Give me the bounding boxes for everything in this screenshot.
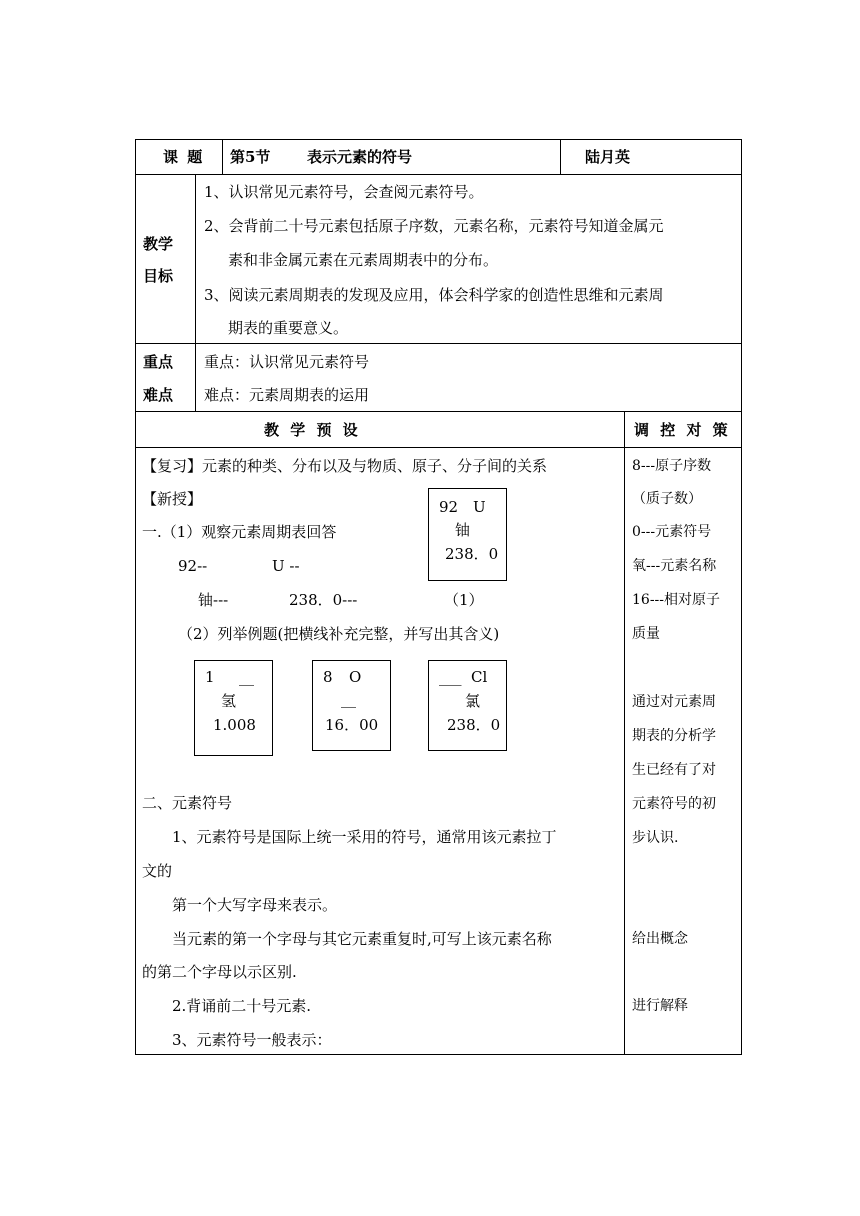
plan-column-header: 教 学 预 设 bbox=[264, 421, 361, 439]
paragraph-line: 2.背诵前二十号元素. bbox=[172, 997, 312, 1015]
teacher-name: 陆月英 bbox=[585, 148, 631, 166]
keypoints-label: 难点 bbox=[143, 386, 174, 404]
paragraph-line: 当元素的第一个字母与其它元素重复时,可写上该元素名称 bbox=[172, 930, 552, 948]
table-rule bbox=[135, 411, 742, 412]
strategy-line: 元素符号的初 bbox=[632, 796, 716, 812]
strategy-column-header: 调 控 对 策 bbox=[634, 421, 731, 439]
topic-label: 课 题 bbox=[163, 148, 205, 166]
strategy-line: 给出概念 bbox=[632, 931, 688, 947]
card-symbol: U bbox=[473, 498, 486, 516]
review-line: 【复习】元素的种类、分布以及与物质、原子、分子间的关系 bbox=[142, 457, 548, 475]
card-blank: ___ bbox=[439, 668, 462, 686]
keypoints-label: 重点 bbox=[143, 353, 174, 371]
strategy-line: 期表的分析学 bbox=[632, 728, 716, 744]
table-border-top bbox=[135, 139, 742, 140]
card-atomic-mass: 238．0 bbox=[445, 545, 499, 563]
table-rule bbox=[560, 139, 561, 175]
strategy-line: 质量 bbox=[632, 626, 660, 642]
element-card-oxygen bbox=[312, 660, 391, 751]
card-atomic-mass: 238．0 bbox=[447, 716, 501, 734]
key-point: 重点：认识常见元素符号 bbox=[204, 353, 370, 371]
goal-line: 1、认识常见元素符号，会查阅元素符号。 bbox=[204, 183, 484, 201]
card-atomic-number: 92 bbox=[439, 498, 459, 516]
table-rule bbox=[195, 174, 196, 411]
paragraph-line: 第一个大写字母来表示。 bbox=[172, 896, 338, 914]
card-symbol: Cl bbox=[471, 668, 488, 686]
element-card-uranium bbox=[428, 488, 507, 581]
section-number: 第5节 bbox=[230, 148, 271, 166]
q1-caption: （1） bbox=[444, 591, 484, 609]
table-rule bbox=[222, 139, 223, 175]
new-lesson-heading: 【新授】 bbox=[142, 490, 203, 508]
q1-atomic-number: 92-- bbox=[178, 557, 208, 575]
card-blank: __ bbox=[341, 690, 356, 708]
q1-name: 铀--- bbox=[198, 591, 229, 609]
table-border-left bbox=[135, 139, 136, 1055]
card-atomic-mass: 16．00 bbox=[325, 716, 379, 734]
card-element-name: 氢 bbox=[221, 692, 237, 710]
card-symbol: O bbox=[349, 668, 362, 686]
paragraph-line: 1、元素符号是国际上统一采用的符号，通常用该元素拉丁 bbox=[172, 828, 557, 846]
question-1: 一.（1）观察元素周期表回答 bbox=[142, 523, 337, 541]
paragraph-line: 文的 bbox=[142, 862, 173, 880]
lesson-title: 表示元素的符号 bbox=[307, 148, 413, 166]
goal-line: 期表的重要意义。 bbox=[228, 319, 349, 337]
paragraph-line: 3、元素符号一般表示： bbox=[172, 1031, 332, 1049]
card-element-name: 铀 bbox=[455, 521, 471, 539]
table-rule bbox=[624, 411, 625, 1055]
table-rule bbox=[135, 447, 742, 448]
card-element-name: 氯 bbox=[465, 692, 481, 710]
table-border-right bbox=[741, 139, 742, 1055]
strategy-line: 0---元素符号 bbox=[632, 524, 712, 540]
question-2: （2）列举例题(把横线补充完整，并写出其含义) bbox=[178, 625, 500, 643]
table-rule bbox=[135, 174, 742, 175]
strategy-line: （质子数） bbox=[632, 491, 702, 507]
goal-line: 3、阅读元素周期表的发现及应用，体会科学家的创造性思维和元素周 bbox=[204, 286, 664, 304]
table-border-bottom bbox=[135, 1054, 742, 1055]
goals-label: 目标 bbox=[143, 267, 174, 285]
strategy-line: 进行解释 bbox=[632, 998, 688, 1014]
card-atomic-number: 8 bbox=[323, 668, 333, 686]
goals-label: 教学 bbox=[143, 235, 174, 253]
q1-mass: 238．0--- bbox=[289, 591, 358, 609]
element-card-chlorine bbox=[428, 660, 507, 751]
section-2-heading: 二、元素符号 bbox=[142, 794, 233, 812]
strategy-line: 通过对元素周 bbox=[632, 694, 716, 710]
strategy-line: 生已经有了对 bbox=[632, 762, 716, 778]
strategy-line: 8---原子序数 bbox=[632, 458, 712, 474]
element-card-hydrogen bbox=[194, 660, 273, 756]
paragraph-line: 的第二个字母以示区别. bbox=[142, 963, 297, 981]
strategy-line: 步认识. bbox=[632, 830, 679, 846]
goal-line: 素和非金属元素在元素周期表中的分布。 bbox=[228, 251, 499, 269]
card-atomic-mass: 1.008 bbox=[213, 716, 256, 734]
difficult-point: 难点：元素周期表的运用 bbox=[204, 386, 370, 404]
card-blank: __ bbox=[239, 668, 254, 686]
strategy-line: 16---相对原子 bbox=[632, 592, 721, 608]
strategy-line: 氧---元素名称 bbox=[632, 558, 717, 574]
card-atomic-number: 1 bbox=[205, 668, 215, 686]
table-rule bbox=[135, 343, 742, 344]
goal-line: 2、会背前二十号元素包括原子序数，元素名称，元素符号知道金属元 bbox=[204, 217, 664, 235]
q1-symbol: U -- bbox=[272, 557, 300, 575]
